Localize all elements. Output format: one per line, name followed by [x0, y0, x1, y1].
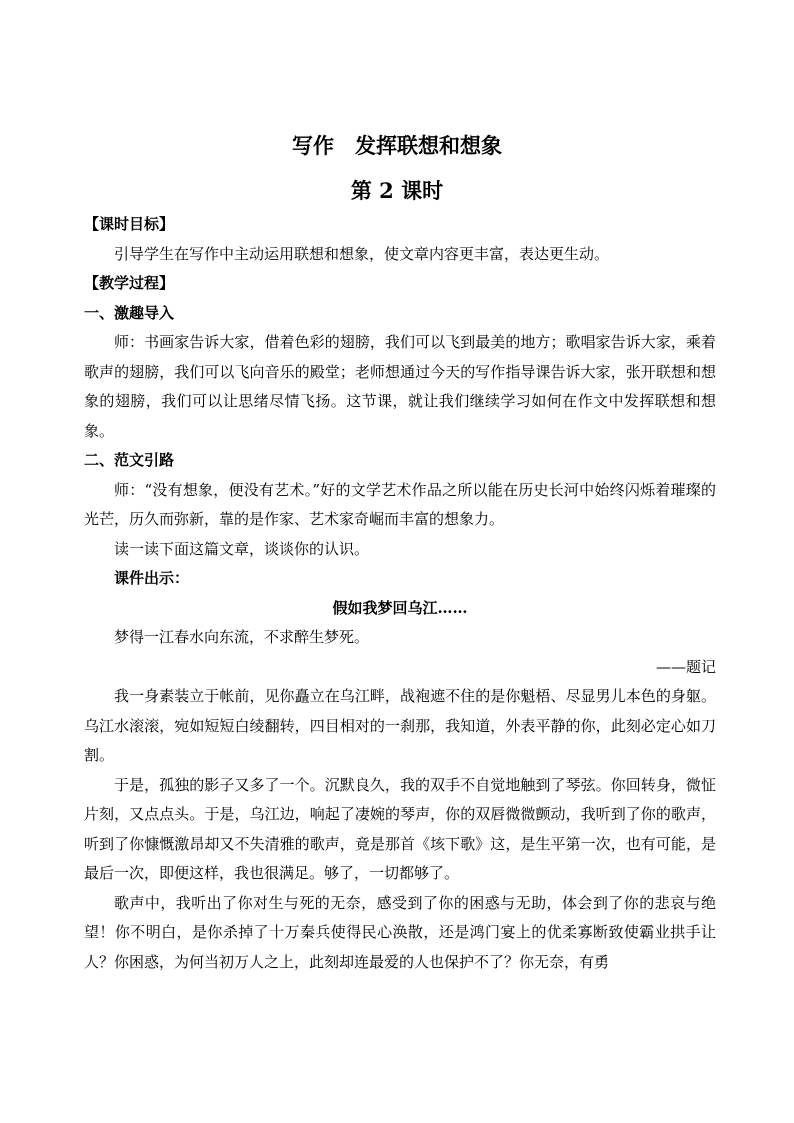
- document-title: 写作 发挥联想和想象: [292, 133, 502, 158]
- objective-text: 引导学生在写作中主动运用联想和想象，使文章内容更丰富，表达更生动。: [114, 244, 610, 263]
- part1-heading: 一、激趣导入: [84, 303, 175, 322]
- part1-paragraph: 师：书画家告诉大家，借着色彩的翅膀，我们可以飞到最美的地方；歌唱家告诉大家，乘着歌声的翅膀，我们可以飞向音乐的殿堂；老师想通过今天的写作指导课告诉大家，张开联想和想象的翅膀，我们可以让思绪尽情飞扬。这节课，就让我们继续学习如何在作文中发挥联想和想象。: [84, 333, 716, 440]
- section-objective-heading: 【课时目标】: [84, 215, 175, 233]
- part2-paragraph: 师：“没有想象，便没有艺术。”好的文学艺术作品之所以能在历史长河中始终闪烁着璀璨的光芒，历久而弥新，靠的是作家、艺术家奇崛而丰富的想象力。: [84, 480, 716, 528]
- essay-title: 假如我梦回乌江……: [332, 598, 468, 617]
- document-body: [84, 210, 716, 977]
- epigraph-attribution: ——题记: [655, 657, 716, 676]
- essay-paragraph-1: 我一身素装立于帐前，见你矗立在乌江畔，战袍遮不住的是你魁梧、尽显男儿本色的身躯。乌江水滚滚，宛如短短白绫翻转，四目相对的一刹那，我知道，外表平静的你，此刻必定心如刀割。: [84, 687, 716, 764]
- read-instruction: 读一读下面这篇文章，谈谈你的认识。: [114, 539, 370, 558]
- section-process-heading: 【教学过程】: [84, 274, 175, 292]
- courseware-label: 课件出示：: [114, 569, 190, 587]
- part2-heading: 二、范文引路: [84, 451, 175, 469]
- essay-paragraph-3: 歌声中，我听出了你对生与死的无奈，感受到了你的困惑与无助，体会到了你的悲哀与绝望！你不明白，是你杀掉了十万秦兵使得民心涣散，还是鸿门宴上的优柔寡断致使霸业拱手让人？你困惑，为何当初万人之上，此刻却连最爱的人也保护不了？你无奈，有勇: [84, 893, 716, 971]
- document-subtitle: 第 2 课时: [350, 178, 444, 203]
- essay-epigraph: 梦得一江春水向东流，不求醉生梦死。: [114, 628, 370, 646]
- essay-paragraph-2: 于是，孤独的影子又多了一个。沉默良久，我的双手不自觉地触到了琴弦。你回转身，微怔片刻，又点点头。于是，乌江边，响起了凄婉的琴声，你的双唇微微颤动，我听到了你的歌声，听到了你慷慨激昂却又不失清雅的歌声，竟是那首《垓下歌》这，是生平第一次，也有可能，是最后一次，即便这样，我也很满足。够了，一切都够了。: [84, 775, 716, 882]
